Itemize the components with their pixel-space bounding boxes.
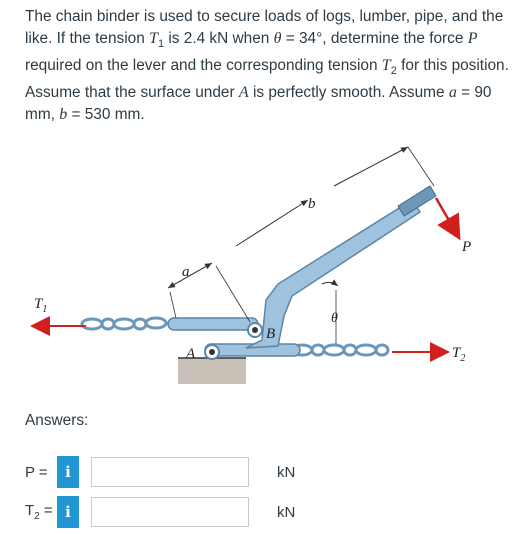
- answers-label: Answers:: [25, 412, 89, 429]
- answer-row-P: [25, 456, 295, 488]
- var-label-T2: $T_2$ =: [25, 502, 53, 522]
- upper-bar: [168, 318, 258, 330]
- answer-input-T2[interactable]: [91, 497, 249, 527]
- info-icon[interactable]: i: [57, 496, 79, 528]
- label-b: b: [308, 196, 316, 212]
- answer-input-P[interactable]: [91, 457, 249, 487]
- label-a: a: [182, 264, 190, 280]
- label-B: B: [266, 326, 276, 342]
- label-T2: $T_2$: [452, 345, 466, 364]
- unit-label-P: kN: [277, 463, 296, 481]
- right-chain: [292, 345, 388, 355]
- label-T1: $T_1$: [34, 296, 48, 315]
- label-theta: θ: [331, 311, 338, 326]
- label-P: P: [462, 239, 472, 255]
- unit-label-T2: kN: [277, 503, 296, 521]
- info-icon[interactable]: i: [57, 456, 79, 488]
- problem-statement: The chain binder is used to secure loads of logs, lumber, pipe, and the like. If the tension $T_1$ is 2.4 kN when θ = 34°, determine the force P required on the lever and the corresponding tension $T_2$ for this position. Assume that the surface under A is perfectly smooth. Assume a = 90 mm, b = 530 mm.: [25, 8, 509, 124]
- label-A: A: [186, 346, 196, 362]
- chain-binder-figure: [0, 135, 530, 385]
- var-label-P: P =: [25, 463, 48, 481]
- P-arrow: [436, 198, 458, 236]
- left-chain: [82, 318, 166, 329]
- answer-row-T2: [25, 496, 295, 528]
